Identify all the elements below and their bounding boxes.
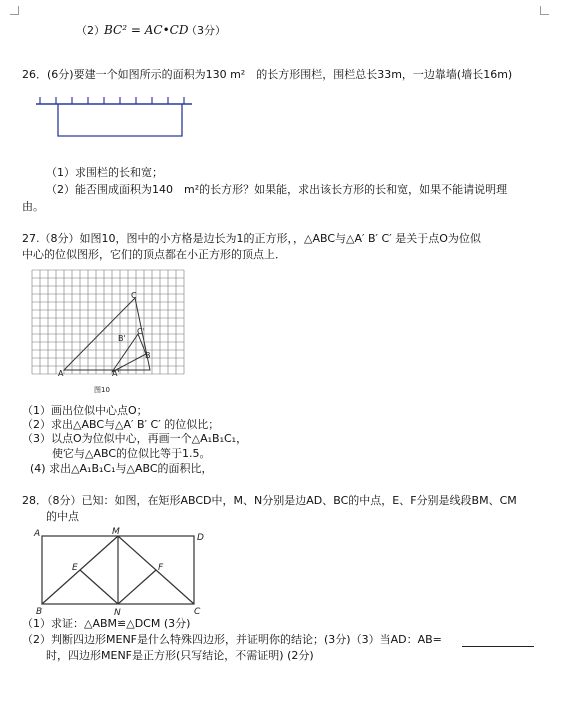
q27-part3: （3）以点O为位似中心，再画一个△A₁B₁C₁，: [22, 432, 248, 445]
q26-part2-line1: （2）能否围成面积为140 m²的长方形？如果能，求出该长方形的长和宽，如果不能请说明理: [46, 183, 508, 196]
page-corner-mark: [540, 6, 549, 15]
q28-part3: 时，四边形MENF是正方形(只写结论，不需证明) (2分): [46, 649, 314, 662]
q27-stem-line2: 中心的位似图形，它们的顶点都在小正方形的顶点上．: [22, 248, 286, 261]
label-B: B: [36, 607, 43, 617]
q26-fence-diagram: [36, 92, 196, 142]
q28-stem-line2: 的中点: [46, 510, 79, 523]
label-A: A: [34, 529, 41, 539]
label-M: M: [112, 527, 120, 537]
q28-stem-line1: 28．（8分）已知：如图，在矩形ABCD中，M、N分别是边AD、BC的中点，E、F分别是线段BM、CM: [22, 494, 517, 507]
q27-part1: （1）画出位似中心点O；: [22, 404, 148, 417]
q27-part2: （2）求出△ABC与△A′ B′ C′ 的位似比；: [22, 418, 220, 431]
q25-label: （2）: [76, 24, 105, 37]
q27-part3-line2: 使它与△ABC的位似比等于1.5。: [52, 447, 211, 460]
q28-answer-blank[interactable]: [462, 646, 534, 647]
label-A-prime: A': [112, 369, 120, 378]
figure-caption: 图10: [94, 386, 110, 394]
label-N: N: [114, 608, 121, 618]
label-B-prime: B': [118, 334, 126, 343]
label-C: C: [194, 607, 201, 617]
label-F: F: [158, 563, 164, 573]
label-E: E: [72, 563, 78, 573]
q25-formula: BC² = AC•CD: [104, 23, 189, 37]
q26-stem: 26．(6分)要建一个如图所示的面积为130 m² 的长方形围栏，围栏总长33m，一边靠墙(墙长16m): [22, 68, 513, 81]
q27-grid-figure: [30, 268, 190, 400]
q27-stem-line1: 27.（8分）如图10，图中的小方格是边长为1的正方形，，△ABC与△A′ B′ C′ 是关于点O为位似: [22, 232, 481, 245]
label-B: B: [145, 351, 151, 360]
label-A: A: [58, 369, 64, 378]
q26-part2-line2: 由。: [22, 200, 44, 213]
q25-score: （3分）: [186, 24, 226, 37]
page-corner-mark: [10, 6, 19, 15]
q27-part4: (4) 求出△A₁B₁C₁与△ABC的面积比，: [30, 462, 213, 475]
q28-rectangle-figure: [28, 526, 218, 618]
label-D: D: [197, 533, 204, 543]
label-C-prime: C': [137, 327, 145, 336]
q26-part1: （1）求围栏的长和宽；: [46, 166, 163, 179]
label-C: C: [131, 291, 137, 300]
grid-lines: [32, 270, 184, 374]
q28-part1: （1）求证：△ABM≌△DCM (3分): [22, 617, 191, 630]
q28-part2: （2）判断四边形MENF是什么特殊四边形，并证明你的结论；(3分)（3）当AD：AB=: [22, 633, 442, 646]
